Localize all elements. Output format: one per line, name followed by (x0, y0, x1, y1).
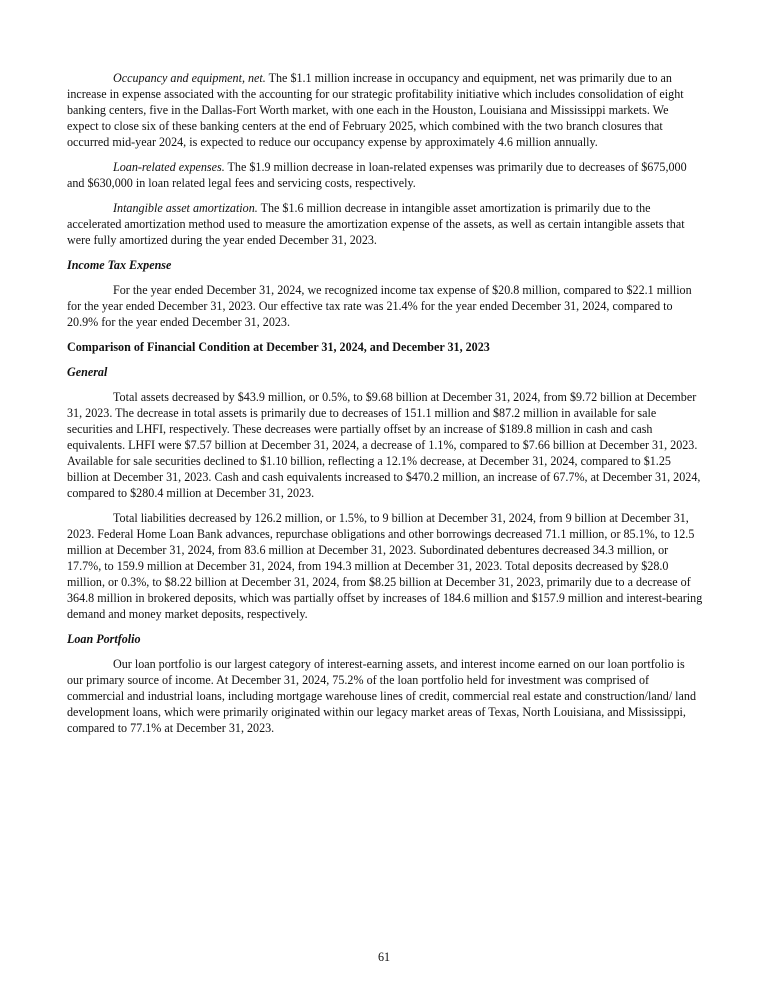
income-tax-paragraph: For the year ended December 31, 2024, we recognized income tax expense of $20.8 million, compared to $22.1 million for the year ended December 31, 2023. Our effective tax rate was 21.4% for the year ended December 31, 2024, compared to 20.9% for the year ended December 31, 2023. (67, 283, 692, 329)
page-content (67, 70, 703, 745)
loan-portfolio-paragraph: Our loan portfolio is our largest category of interest-earning assets, and interest income earned on our loan portfolio is our primary source of income. At December 31, 2024, 75.2% of the loan portfolio held for investment was comprised of commercial and industrial loans, including mortgage warehouse lines of credit, commercial real estate and construction/land/ land development loans, which were primarily originated within our legacy market areas of Texas, North Louisiana, and Mississippi, compared to 77.1% at December 31, 2023. (67, 657, 696, 735)
loan-related-paragraph (67, 159, 703, 191)
intangible-lead: Intangible asset amortization. (113, 201, 258, 215)
loan-related-lead: Loan-related expenses. (113, 160, 225, 174)
income-tax-heading: Income Tax Expense (67, 258, 172, 272)
page-number: 61 (377, 950, 391, 964)
intangible-text: The $1.6 million decrease in intangible asset amortization is primarily due to the accelerated amortization method used to measure the amortization expense of the assets, as well as certain intangible assets that were fully amortized during the year ended December 31, 2023. (67, 201, 685, 247)
intangible-paragraph (67, 200, 703, 248)
occupancy-text: The $1.1 million increase in occupancy and equipment, net was primarily due to an increase in expense associated with the accounting for our strategic profitability initiative which includes consolidation of eight banking centers, five in the Dallas-Fort Worth market, with one each in the Houston, Louisiana and Mississippi markets. We expect to close six of these banking centers at the end of February 2025, which combined with the two branch closures that occurred mid-year 2024, is expected to reduce our occupancy expense by approximately 4.6 million annually. (67, 71, 684, 149)
occupancy-lead: Occupancy and equipment, net. (113, 71, 266, 85)
comparison-heading: Comparison of Financial Condition at December 31, 2024, and December 31, 2023 (67, 340, 490, 354)
loan-related-text: The $1.9 million decrease in loan-related expenses was primarily due to decreases of $675,000 and $630,000 in loan related legal fees and servicing costs, respectively. (67, 160, 687, 190)
general-assets-paragraph: Total assets decreased by $43.9 million, or 0.5%, to $9.68 billion at December 31, 2024, from $9.72 billion at December 31, 2023. The decrease in total assets is primarily due to decreases of 151.1 million and $87.2 million in available for sale securities and LHFI, respectively. These decreases were partially offset by an increase of $189.8 million in cash and cash equivalents. LHFI were $7.57 billion at December 31, 2024, a decrease of 1.1%, compared to $7.66 billion at December 31, 2023. Available for sale securities declined to $1.10 billion, reflecting a 12.1% decrease, at December 31, 2024, compared to $1.25 billion at December 31, 2023. Cash and cash equivalents increased to $470.2 million, an increase of 67.7%, at December 31, 2024, compared to $280.4 million at December 31, 2023. (67, 390, 701, 500)
general-heading: General (67, 365, 108, 379)
general-liabilities-paragraph: Total liabilities decreased by 126.2 million, or 1.5%, to 9 billion at December 31, 2024, from 9 billion at December 31, 2023. Federal Home Loan Bank advances, repurchase obligations and other borrowings decreased 71.1 million, or 85.1%, to 12.5 million at December 31, 2024, from 83.6 million at December 31, 2023. Subordinated debentures decreased 34.3 million, or 17.7%, to 159.9 million at December 31, 2024, from 194.3 million at December 31, 2023. Total deposits decreased by $28.0 million, or 0.3%, to $8.22 billion at December 31, 2024, from $8.25 billion at December 31, 2023, primarily due to a decrease of 364.8 million in brokered deposits, which was partially offset by increases of 184.6 million and $157.9 million and interest-bearing demand and money market deposits, respectively. (67, 511, 703, 621)
loan-portfolio-heading: Loan Portfolio (67, 632, 141, 646)
occupancy-paragraph (67, 70, 703, 150)
